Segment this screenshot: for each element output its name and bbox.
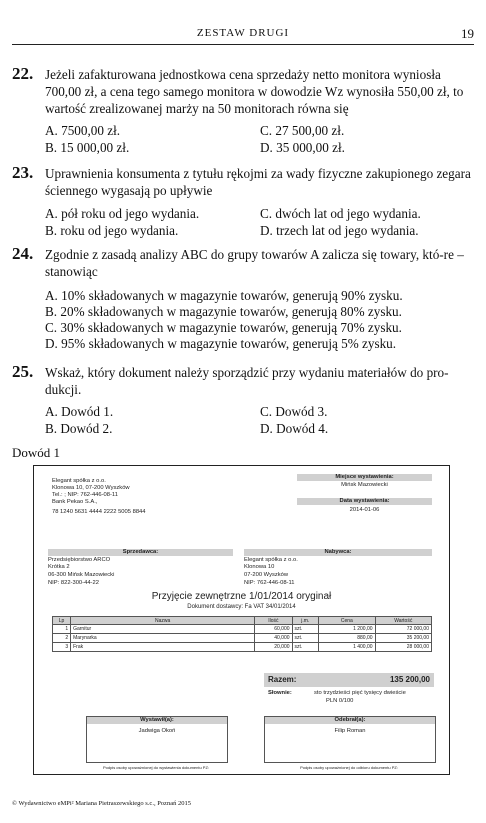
document-reference: Dokument dostawcy: Fa VAT 34/01/2014: [187, 604, 296, 610]
cell-unit: szt.: [292, 625, 319, 634]
cell-value: 28 000,00: [375, 643, 431, 652]
document-title: Przyjęcie zewnętrzne 1/01/2014 oryginał: [151, 591, 332, 602]
date-value: 2014-01-06: [349, 507, 380, 513]
received-by-label: Odebrał(a):: [265, 717, 435, 724]
cell-name: Frak: [71, 643, 255, 652]
place-value: Mińsk Mazowiecki: [341, 482, 388, 488]
option-a[interactable]: A. pół roku od jego wydania.: [45, 206, 200, 221]
option-d[interactable]: D. Dowód 4.: [260, 421, 329, 436]
cell-name: Marynarka: [71, 634, 255, 643]
question-23: [12, 165, 474, 199]
question-25: [12, 364, 474, 398]
option-a[interactable]: A. Dowód 1.: [45, 404, 114, 419]
issuer-line: Klonowa 10, 07-200 Wyszków: [52, 485, 130, 491]
total-value: 135 200,00: [389, 675, 430, 684]
words-value: sto trzydzieści pięć tysięcy dwieście: [314, 690, 406, 696]
total-label: Razem:: [268, 675, 297, 684]
page-header: [12, 24, 474, 45]
issuer-line: Tel.: ; NIP: 762-446-08-11: [52, 492, 118, 498]
cell-qty: 60,000: [255, 625, 292, 634]
option-b[interactable]: B. roku od jego wydania.: [45, 223, 179, 238]
col-header: Wartość: [375, 617, 431, 625]
question-text: Wskaż, który dokument należy sporządzić przy wydaniu materiałów do pro-dukcji.: [45, 365, 449, 397]
buyer-line: 07-200 Wyszków: [244, 572, 289, 578]
seller-label: Sprzedawca:: [48, 549, 233, 556]
option-c[interactable]: C. 27 500,00 zł.: [260, 123, 345, 138]
option-d[interactable]: D. 95% składowanych w magazynie towarów, generują 5% zysku.: [45, 336, 397, 351]
cell-lp: 2: [53, 634, 71, 643]
cell-price: 1 400,00: [319, 643, 375, 652]
seller-line: NIP: 822-300-44-22: [48, 580, 99, 586]
option-a[interactable]: A. 10% składowanych w magazynie towarów, generują 90% zysku.: [45, 288, 403, 303]
place-label: Miejsce wystawienia:: [297, 474, 432, 481]
option-c[interactable]: C. 30% składowanych w magazynie towarów, generują 70% zysku.: [45, 320, 402, 335]
words-label: Słownie:: [268, 690, 292, 696]
col-header: Ilość: [255, 617, 292, 625]
table-row: [53, 634, 432, 643]
cell-qty: 40,000: [255, 634, 292, 643]
question-text: Jeżeli zafakturowana jednostkowa cena sprzedaży netto monitora wyniosła 700,00 zł, a cena tego samego monitora w dowodzie Wz wynosiła 550,00 zł, to wartość zrealizowanej marży na 50 monitorach równa się: [45, 67, 464, 116]
issued-by-name: Jadwiga Okoń: [138, 728, 176, 734]
col-header: Lp: [53, 617, 71, 625]
received-by-box: [264, 716, 436, 763]
section-title: ZESTAW DRUGI: [196, 27, 290, 39]
question-24: [12, 246, 474, 280]
signature-caption-right: Podpis osoby upoważnionej do odbioru dokumentu PZ:: [300, 765, 398, 770]
question-number: 24.: [12, 244, 34, 263]
option-b[interactable]: B. 15 000,00 zł.: [45, 140, 130, 155]
cell-unit: szt.: [292, 643, 319, 652]
cell-name: Garnitur: [71, 625, 255, 634]
table-row: [53, 643, 432, 652]
question-22: [12, 66, 474, 117]
cell-price: 1 200,00: [319, 625, 375, 634]
buyer-line: Klonowa 10: [244, 564, 275, 570]
total-bar: [264, 673, 434, 687]
cell-unit: szt.: [292, 634, 319, 643]
buyer-label: Nabywca:: [244, 549, 432, 556]
cell-qty: 20,000: [255, 643, 292, 652]
buyer-line: NIP: 762-446-08-11: [244, 580, 295, 586]
option-d[interactable]: D. trzech lat od jego wydania.: [260, 223, 419, 238]
table-row: [53, 625, 432, 634]
document-label: Dowód 1: [12, 445, 61, 460]
issuer-line: Elegant spółka z o.o.: [52, 478, 106, 484]
copyright-footer: © Wydawnictwo eMPi² Mariana Pietraszewskiego s.c., Poznań 2015: [12, 800, 191, 807]
question-number: 23.: [12, 163, 34, 182]
issued-by-label: Wystawił(a):: [87, 717, 227, 724]
page-number: 19: [461, 26, 474, 41]
cell-lp: 3: [53, 643, 71, 652]
cell-value: 72 000,00: [375, 625, 431, 634]
date-label: Data wystawienia:: [297, 498, 432, 505]
question-number: 25.: [12, 362, 34, 381]
signature-caption-left: Podpis osoby upoważnionej do wystawienia dokumentu PZ:: [102, 765, 210, 770]
question-number: 22.: [12, 64, 34, 83]
cell-lp: 1: [53, 625, 71, 634]
option-b[interactable]: B. 20% składowanych w magazynie towarów, generują 80% zysku.: [45, 304, 402, 319]
cell-price: 880,00: [319, 634, 375, 643]
col-header: Nazwa: [71, 617, 255, 625]
option-c[interactable]: C. dwóch lat od jego wydania.: [260, 206, 421, 221]
received-by-name: Filip Roman: [334, 728, 366, 734]
buyer-line: Elegant spółka z o.o.: [244, 557, 298, 563]
question-text: Uprawnienia konsumenta z tytułu rękojmi za wady fizyczne zakupionego zegara ściennego wygasają po upływie: [45, 166, 471, 198]
table-header-row: [53, 617, 432, 625]
option-a[interactable]: A. 7500,00 zł.: [45, 123, 121, 138]
issuer-line: 78 1240 5631 4444 2222 5005 8844: [52, 509, 146, 515]
option-c[interactable]: C. Dowód 3.: [260, 404, 328, 419]
cell-value: 35 200,00: [375, 634, 431, 643]
receipt-document: [33, 465, 450, 775]
seller-line: Przedsiębiorstwo ARCO: [48, 557, 111, 563]
items-table: [52, 616, 432, 652]
option-b[interactable]: B. Dowód 2.: [45, 421, 113, 436]
question-text: Zgodnie z zasadą analizy ABC do grupy towarów A zalicza się towary, któ-re – stanowiąc: [45, 247, 464, 279]
col-header: j.m.: [292, 617, 319, 625]
issuer-line: Bank Pekao S.A.,: [52, 499, 98, 505]
option-d[interactable]: D. 35 000,00 zł.: [260, 140, 345, 155]
words-value: PLN 0/100: [326, 698, 354, 704]
seller-line: 06-300 Mińsk Mazowiecki: [48, 572, 115, 578]
seller-line: Krótka 2: [48, 564, 70, 570]
col-header: Cena: [319, 617, 375, 625]
issued-by-box: [86, 716, 228, 763]
